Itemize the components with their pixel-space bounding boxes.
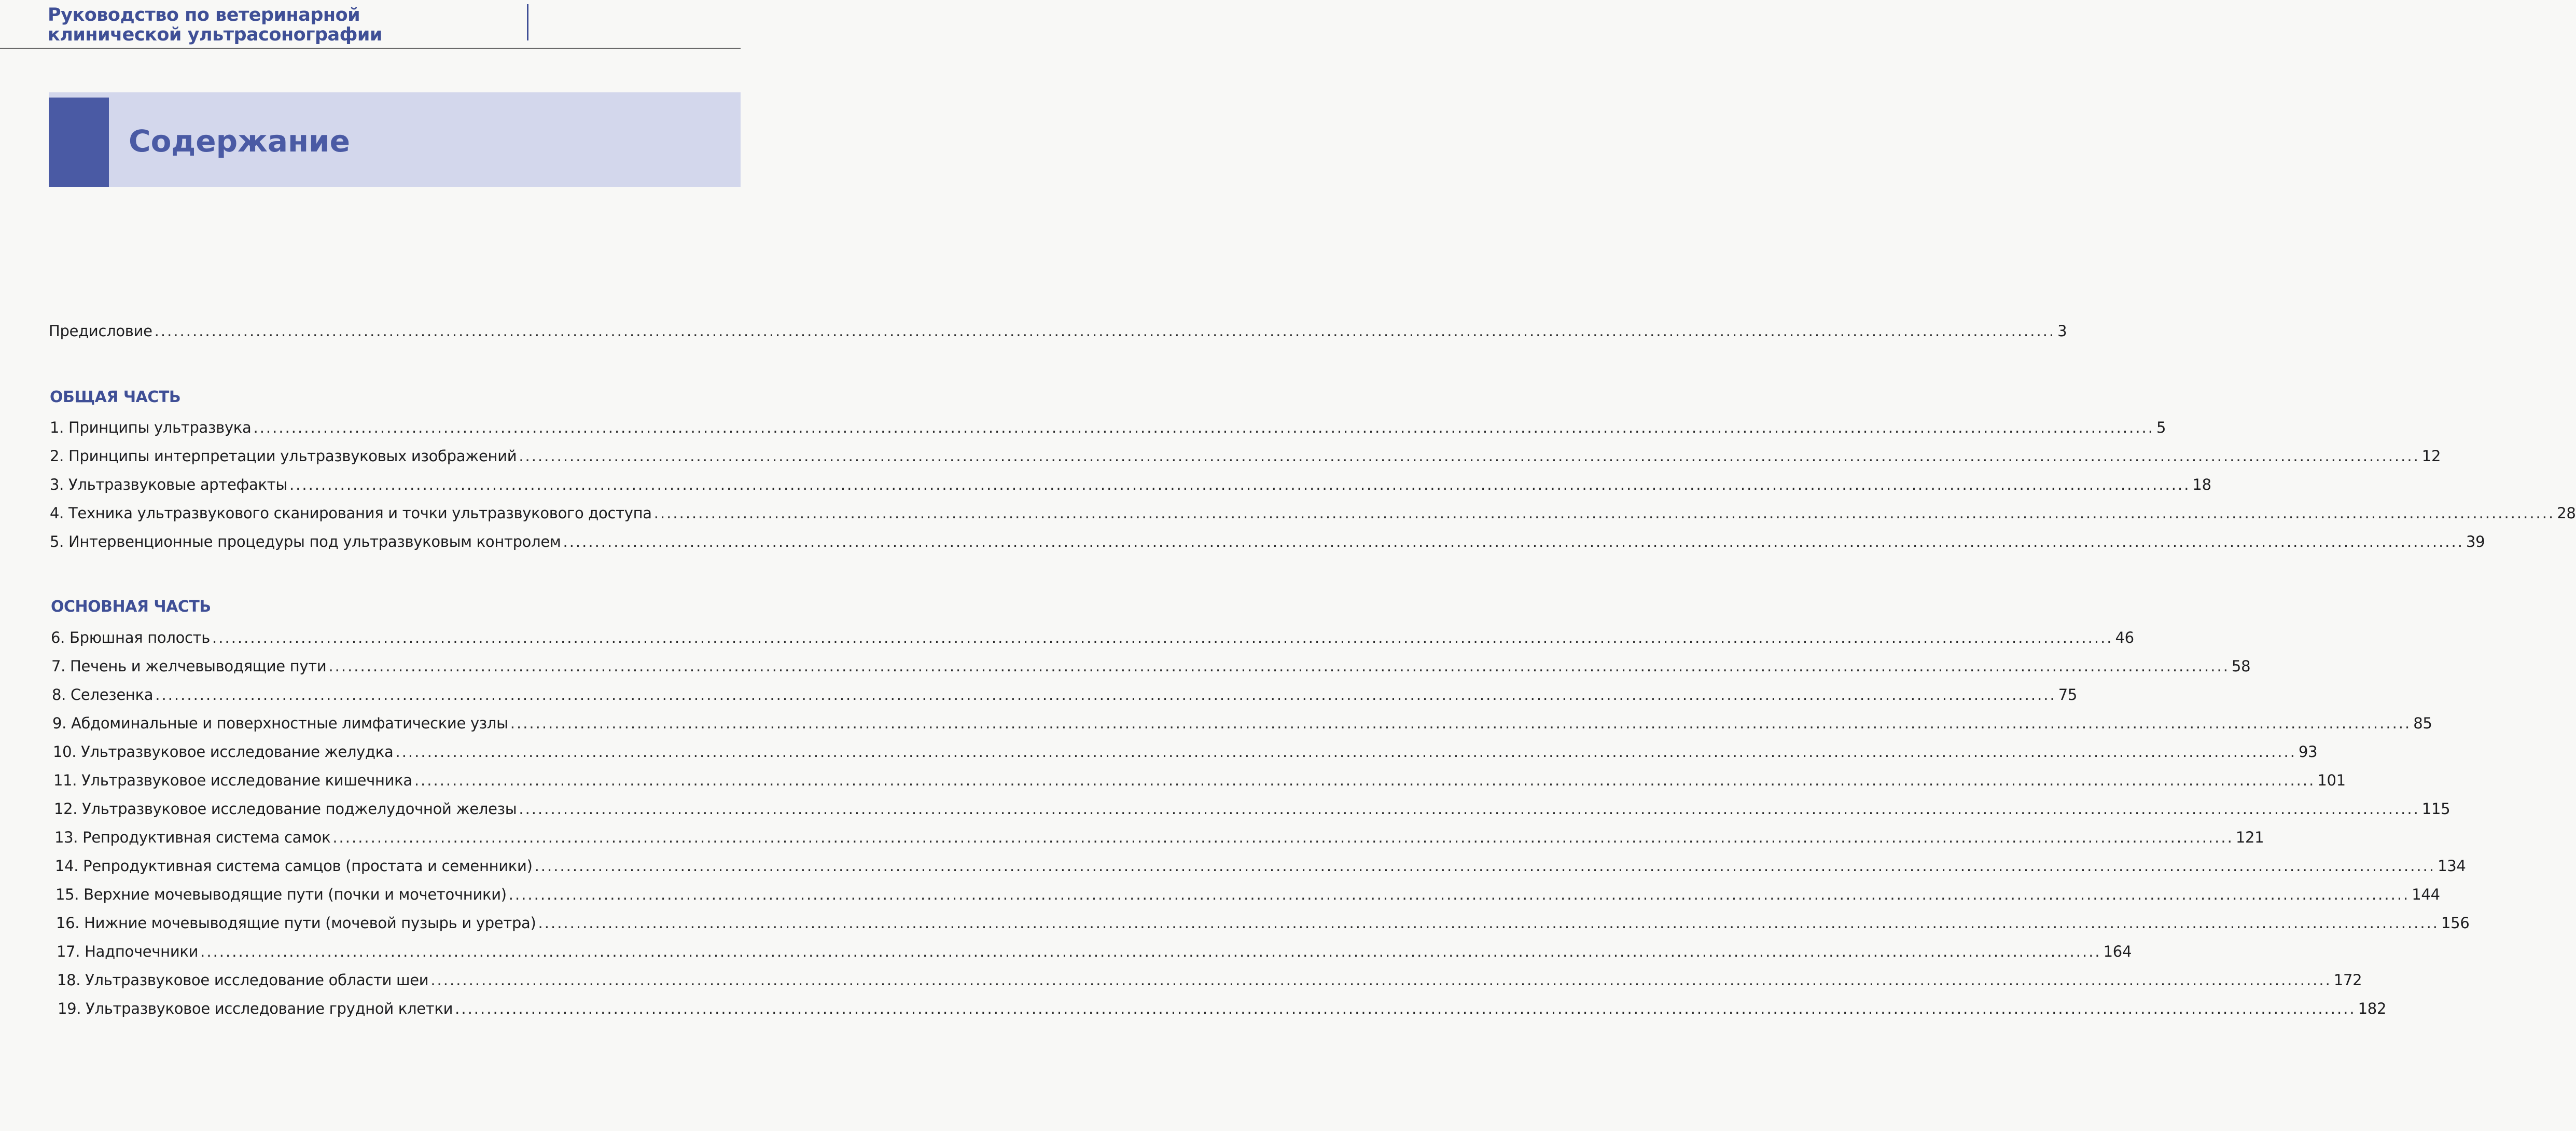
- running-title: [48, 5, 382, 45]
- toc-entry-label: 7. Печень и желчевыводящие пути: [51, 657, 327, 675]
- section-heading-general: ОБЩАЯ ЧАСТЬ: [50, 388, 181, 406]
- section-heading-main: ОСНОВНАЯ ЧАСТЬ: [51, 598, 211, 616]
- toc-entry[interactable]: [50, 446, 2441, 466]
- running-title-line-1: Руководство по ветеринарной: [48, 5, 360, 25]
- toc-dot-leader: ............................................................................................................................................................................................................................................................................................................: [332, 829, 2234, 846]
- toc-page-number: 12: [2421, 447, 2441, 465]
- toc-page-number: 46: [2115, 629, 2134, 646]
- toc-entry-label: 17. Надпочечники: [57, 943, 199, 960]
- toc-page-number: 39: [2466, 533, 2485, 550]
- toc-entry-label: 3. Ультразвуковые артефакты: [50, 476, 287, 493]
- toc-entry-label: 15. Верхние мочевыводящие пути (почки и мочеточники): [55, 886, 507, 903]
- toc-entry[interactable]: [50, 503, 2576, 523]
- toc-page-number: 75: [2058, 686, 2078, 704]
- toc-entry[interactable]: [50, 474, 2211, 495]
- toc-dot-leader: ............................................................................................................................................................................................................................................................................................................: [519, 447, 2420, 465]
- toc-page-number: 28: [2557, 504, 2576, 522]
- contents-title-band: [49, 92, 741, 187]
- toc-entry-label: 5. Интервенционные процедуры под ультразвуковым контролем: [50, 533, 561, 550]
- toc-entry[interactable]: [50, 417, 2166, 438]
- toc-page-number: 156: [2441, 914, 2470, 932]
- toc-dot-leader: ............................................................................................................................................................................................................................................................................................................: [395, 743, 2296, 761]
- toc-entry[interactable]: [50, 531, 2485, 552]
- toc-dot-leader: ............................................................................................................................................................................................................................................................................................................: [519, 800, 2420, 818]
- toc-dot-leader: ............................................................................................................................................................................................................................................................................................................: [508, 886, 2410, 903]
- running-title-line-2: клинической ультрасонографии: [48, 24, 382, 45]
- toc-entry[interactable]: [58, 998, 2387, 1019]
- toc-entry-label: 13. Репродуктивная система самок: [54, 829, 331, 846]
- toc-dot-leader: ............................................................................................................................................................................................................................................................................................................: [200, 943, 2101, 960]
- toc-page-number: 58: [2231, 657, 2251, 675]
- toc-page-number: 115: [2421, 800, 2450, 818]
- toc-dot-leader: ............................................................................................................................................................................................................................................................................................................: [289, 476, 2191, 493]
- toc-entry-label: 4. Техника ультразвукового сканирования и точки ультразвукового доступа: [50, 504, 652, 522]
- toc-dot-leader: ............................................................................................................................................................................................................................................................................................................: [155, 686, 2056, 704]
- toc-entry[interactable]: [54, 827, 2264, 848]
- toc-dot-leader: ............................................................................................................................................................................................................................................................................................................: [534, 857, 2436, 875]
- toc-page-number: 85: [2413, 714, 2432, 732]
- toc-page-number: 121: [2235, 829, 2264, 846]
- toc-entry[interactable]: [52, 684, 2078, 705]
- toc-entry-label: 2. Принципы интерпретации ультразвуковых изображений: [50, 447, 517, 465]
- toc-entry-label: 11. Ультразвуковое исследование кишечника: [53, 771, 412, 789]
- toc-page-number: 164: [2103, 943, 2132, 960]
- toc-page-number: 101: [2317, 771, 2346, 789]
- toc-entry[interactable]: [53, 741, 2318, 762]
- header-vertical-divider: [527, 4, 528, 40]
- toc-page-number: 172: [2333, 971, 2362, 989]
- toc-entry-label: 6. Брюшная полость: [51, 629, 211, 646]
- toc-dot-leader: ............................................................................................................................................................................................................................................................................................................: [253, 419, 2154, 436]
- toc-entry[interactable]: [54, 798, 2450, 819]
- toc-dot-leader: ............................................................................................................................................................................................................................................................................................................: [653, 504, 2555, 522]
- toc-dot-leader: ............................................................................................................................................................................................................................................................................................................: [328, 657, 2230, 675]
- title-accent-block: [49, 98, 109, 187]
- toc-page-number: 182: [2358, 1000, 2387, 1017]
- toc-page-number: 93: [2298, 743, 2318, 761]
- toc-page-number: 3: [2057, 322, 2067, 340]
- toc-entry-label: Предисловие: [49, 322, 152, 340]
- toc-dot-leader: ............................................................................................................................................................................................................................................................................................................: [212, 629, 2113, 646]
- toc-entry-label: 18. Ультразвуковое исследование области шеи: [57, 971, 429, 989]
- toc-entry[interactable]: [55, 856, 2466, 876]
- toc-entry-preface[interactable]: [49, 321, 2067, 341]
- toc-entry-label: 10. Ультразвуковое исследование желудка: [53, 743, 394, 761]
- toc-entry[interactable]: [52, 713, 2432, 734]
- toc-dot-leader: ............................................................................................................................................................................................................................................................................................................: [510, 714, 2412, 732]
- toc-dot-leader: ............................................................................................................................................................................................................................................................................................................: [455, 1000, 2356, 1017]
- toc-dot-leader: ............................................................................................................................................................................................................................................................................................................: [414, 771, 2316, 789]
- toc-page-number: 18: [2192, 476, 2211, 493]
- toc-entry[interactable]: [53, 770, 2346, 791]
- toc-entry-label: 12. Ультразвуковое исследование поджелудочной железы: [54, 800, 517, 818]
- toc-entry[interactable]: [51, 656, 2251, 677]
- toc-entry[interactable]: [55, 884, 2440, 905]
- toc-entry-label: 16. Нижние мочевыводящие пути (мочевой пузырь и уретра): [56, 914, 536, 932]
- header-rule: [0, 48, 741, 49]
- toc-entry[interactable]: [51, 627, 2134, 648]
- toc-entry-label: 1. Принципы ультразвука: [50, 419, 252, 436]
- toc-dot-leader: ............................................................................................................................................................................................................................................................................................................: [154, 322, 2056, 340]
- page-title: Содержание: [129, 123, 351, 159]
- toc-entry-label: 19. Ультразвуковое исследование грудной клетки: [58, 1000, 453, 1017]
- toc-entry-label: 14. Репродуктивная система самцов (простата и семенники): [55, 857, 533, 875]
- toc-entry[interactable]: [56, 913, 2470, 933]
- toc-page-number: 5: [2156, 419, 2166, 436]
- toc-entry-label: 8. Селезенка: [52, 686, 154, 704]
- toc-dot-leader: ............................................................................................................................................................................................................................................................................................................: [538, 914, 2440, 932]
- toc-dot-leader: ............................................................................................................................................................................................................................................................................................................: [430, 971, 2332, 989]
- toc-page-number: 134: [2438, 857, 2466, 875]
- toc-dot-leader: ............................................................................................................................................................................................................................................................................................................: [563, 533, 2464, 550]
- toc-entry[interactable]: [57, 941, 2132, 962]
- toc-page-number: 144: [2412, 886, 2440, 903]
- toc-entry[interactable]: [57, 970, 2362, 990]
- toc-entry-label: 9. Абдоминальные и поверхностные лимфатические узлы: [52, 714, 508, 732]
